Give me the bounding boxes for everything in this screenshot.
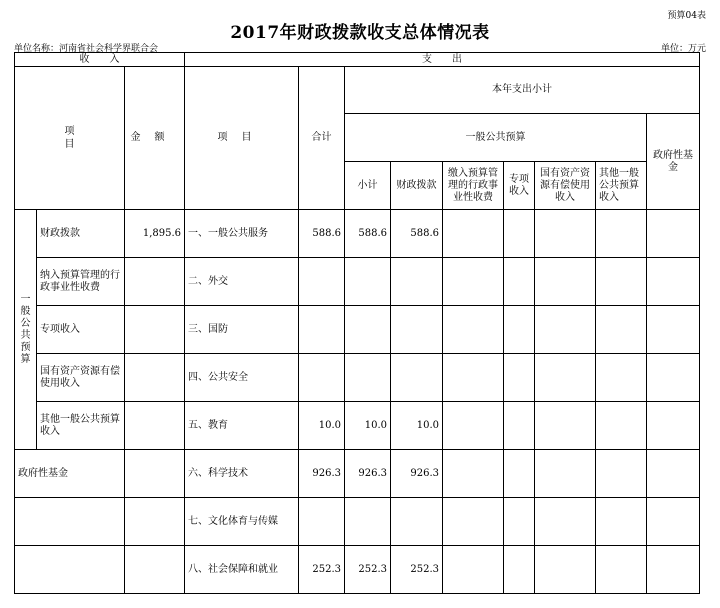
empty-cell <box>535 402 596 450</box>
expense-item: 七、文化体育与传媒 <box>185 498 299 546</box>
empty-cell <box>647 306 700 354</box>
income-amount <box>125 498 185 546</box>
income-item-header-label: 项目 <box>64 126 75 150</box>
expense-total: 926.3 <box>299 450 345 498</box>
income-amount <box>125 450 185 498</box>
expense-total: 10.0 <box>299 402 345 450</box>
income-item: 其他一般公共预算收入 <box>37 402 125 450</box>
expense-fiscal <box>391 498 443 546</box>
empty-cell <box>443 546 504 594</box>
empty-cell <box>443 258 504 306</box>
gov-fund-header: 政府性基金 <box>647 114 700 210</box>
expense-item: 二、外交 <box>185 258 299 306</box>
empty-cell <box>647 546 700 594</box>
empty-cell <box>647 402 700 450</box>
expense-item-header <box>185 67 299 210</box>
current-year-subtotal-header: 本年支出小计 <box>345 67 700 114</box>
unit-measure: 单位：万元 <box>660 44 706 54</box>
expense-fiscal <box>391 306 443 354</box>
table-row <box>15 354 700 402</box>
total-header: 合计 <box>299 67 345 210</box>
expense-subtotal <box>345 354 391 402</box>
expense-subtotal: 10.0 <box>345 402 391 450</box>
income-item <box>15 498 125 546</box>
state-asset-paid-use-header: 国有资产资源有偿使用收入 <box>535 162 596 210</box>
empty-cell <box>504 306 535 354</box>
empty-cell <box>535 450 596 498</box>
empty-cell <box>647 354 700 402</box>
income-group-label: 一般公共预算 <box>20 293 31 365</box>
income-item <box>15 546 125 594</box>
income-amount <box>125 354 185 402</box>
expense-item: 五、教育 <box>185 402 299 450</box>
unit-name: 单位名称：河南省社会科学界联合会 <box>14 44 159 54</box>
table-row <box>15 450 700 498</box>
expense-fiscal: 588.6 <box>391 210 443 258</box>
budget-table <box>14 52 700 594</box>
empty-cell <box>596 498 647 546</box>
expense-total <box>299 354 345 402</box>
expense-subtotal <box>345 306 391 354</box>
income-header: 收 入 <box>15 53 185 67</box>
income-group-label-cell <box>15 210 37 450</box>
empty-cell <box>504 450 535 498</box>
expense-fiscal <box>391 354 443 402</box>
empty-cell <box>443 402 504 450</box>
empty-cell <box>647 258 700 306</box>
amount-header-label: 金额 <box>130 132 179 143</box>
special-income-header: 专项收入 <box>504 162 535 210</box>
empty-cell <box>535 354 596 402</box>
empty-cell <box>596 354 647 402</box>
expense-item: 四、公共安全 <box>185 354 299 402</box>
income-item-header <box>15 67 125 210</box>
empty-cell <box>535 498 596 546</box>
fiscal-appropriation-header: 财政拨款 <box>391 162 443 210</box>
expense-total <box>299 498 345 546</box>
expense-subtotal <box>345 498 391 546</box>
income-amount <box>125 546 185 594</box>
general-public-budget-header: 一般公共预算 <box>345 114 647 162</box>
empty-cell <box>596 402 647 450</box>
income-item: 纳入预算管理的行政事业性收费 <box>37 258 125 306</box>
empty-cell <box>596 306 647 354</box>
table-row <box>15 402 700 450</box>
empty-cell <box>504 402 535 450</box>
empty-cell <box>504 258 535 306</box>
empty-cell <box>504 546 535 594</box>
amount-header <box>125 67 185 210</box>
income-item: 财政拨款 <box>37 210 125 258</box>
empty-cell <box>504 210 535 258</box>
page-title: 2017年财政拨款收支总体情况表 <box>230 23 490 43</box>
expense-total <box>299 306 345 354</box>
empty-cell <box>647 450 700 498</box>
expense-total <box>299 258 345 306</box>
expense-header: 支 出 <box>185 53 700 67</box>
income-item: 国有资产资源有偿使用收入 <box>37 354 125 402</box>
expense-subtotal: 252.3 <box>345 546 391 594</box>
empty-cell <box>443 210 504 258</box>
income-amount <box>125 258 185 306</box>
expense-item: 六、科学技术 <box>185 450 299 498</box>
managed-admin-fees-header: 缴入预算管理的行政事业性收费 <box>443 162 504 210</box>
empty-cell <box>647 210 700 258</box>
empty-cell <box>443 450 504 498</box>
empty-cell <box>596 210 647 258</box>
expense-item: 八、社会保障和就业 <box>185 546 299 594</box>
expense-subtotal: 588.6 <box>345 210 391 258</box>
expense-subtotal <box>345 258 391 306</box>
empty-cell <box>443 354 504 402</box>
expense-item: 三、国防 <box>185 306 299 354</box>
empty-cell <box>596 450 647 498</box>
empty-cell <box>596 258 647 306</box>
expense-fiscal: 252.3 <box>391 546 443 594</box>
income-item: 专项收入 <box>37 306 125 354</box>
expense-fiscal <box>391 258 443 306</box>
expense-total: 252.3 <box>299 546 345 594</box>
income-amount: 1,895.6 <box>125 210 185 258</box>
table-row <box>15 210 700 258</box>
expense-item-header-label: 项目 <box>217 132 266 143</box>
income-amount <box>125 402 185 450</box>
subtotal-header: 小计 <box>345 162 391 210</box>
empty-cell <box>443 306 504 354</box>
empty-cell <box>443 498 504 546</box>
empty-cell <box>596 546 647 594</box>
table-row <box>15 258 700 306</box>
expense-total: 588.6 <box>299 210 345 258</box>
empty-cell <box>535 210 596 258</box>
expense-item: 一、一般公共服务 <box>185 210 299 258</box>
other-general-budget-header: 其他一般公共预算收入 <box>596 162 647 210</box>
empty-cell <box>535 258 596 306</box>
table-row <box>15 546 700 594</box>
expense-fiscal: 10.0 <box>391 402 443 450</box>
gov-fund-income-label: 政府性基金 <box>15 450 125 498</box>
income-amount <box>125 306 185 354</box>
empty-cell <box>535 306 596 354</box>
form-code: 预算04表 <box>667 11 706 21</box>
expense-fiscal: 926.3 <box>391 450 443 498</box>
empty-cell <box>504 354 535 402</box>
empty-cell <box>647 498 700 546</box>
empty-cell <box>535 546 596 594</box>
table-row <box>15 306 700 354</box>
empty-cell <box>504 498 535 546</box>
table-row <box>15 498 700 546</box>
expense-subtotal: 926.3 <box>345 450 391 498</box>
